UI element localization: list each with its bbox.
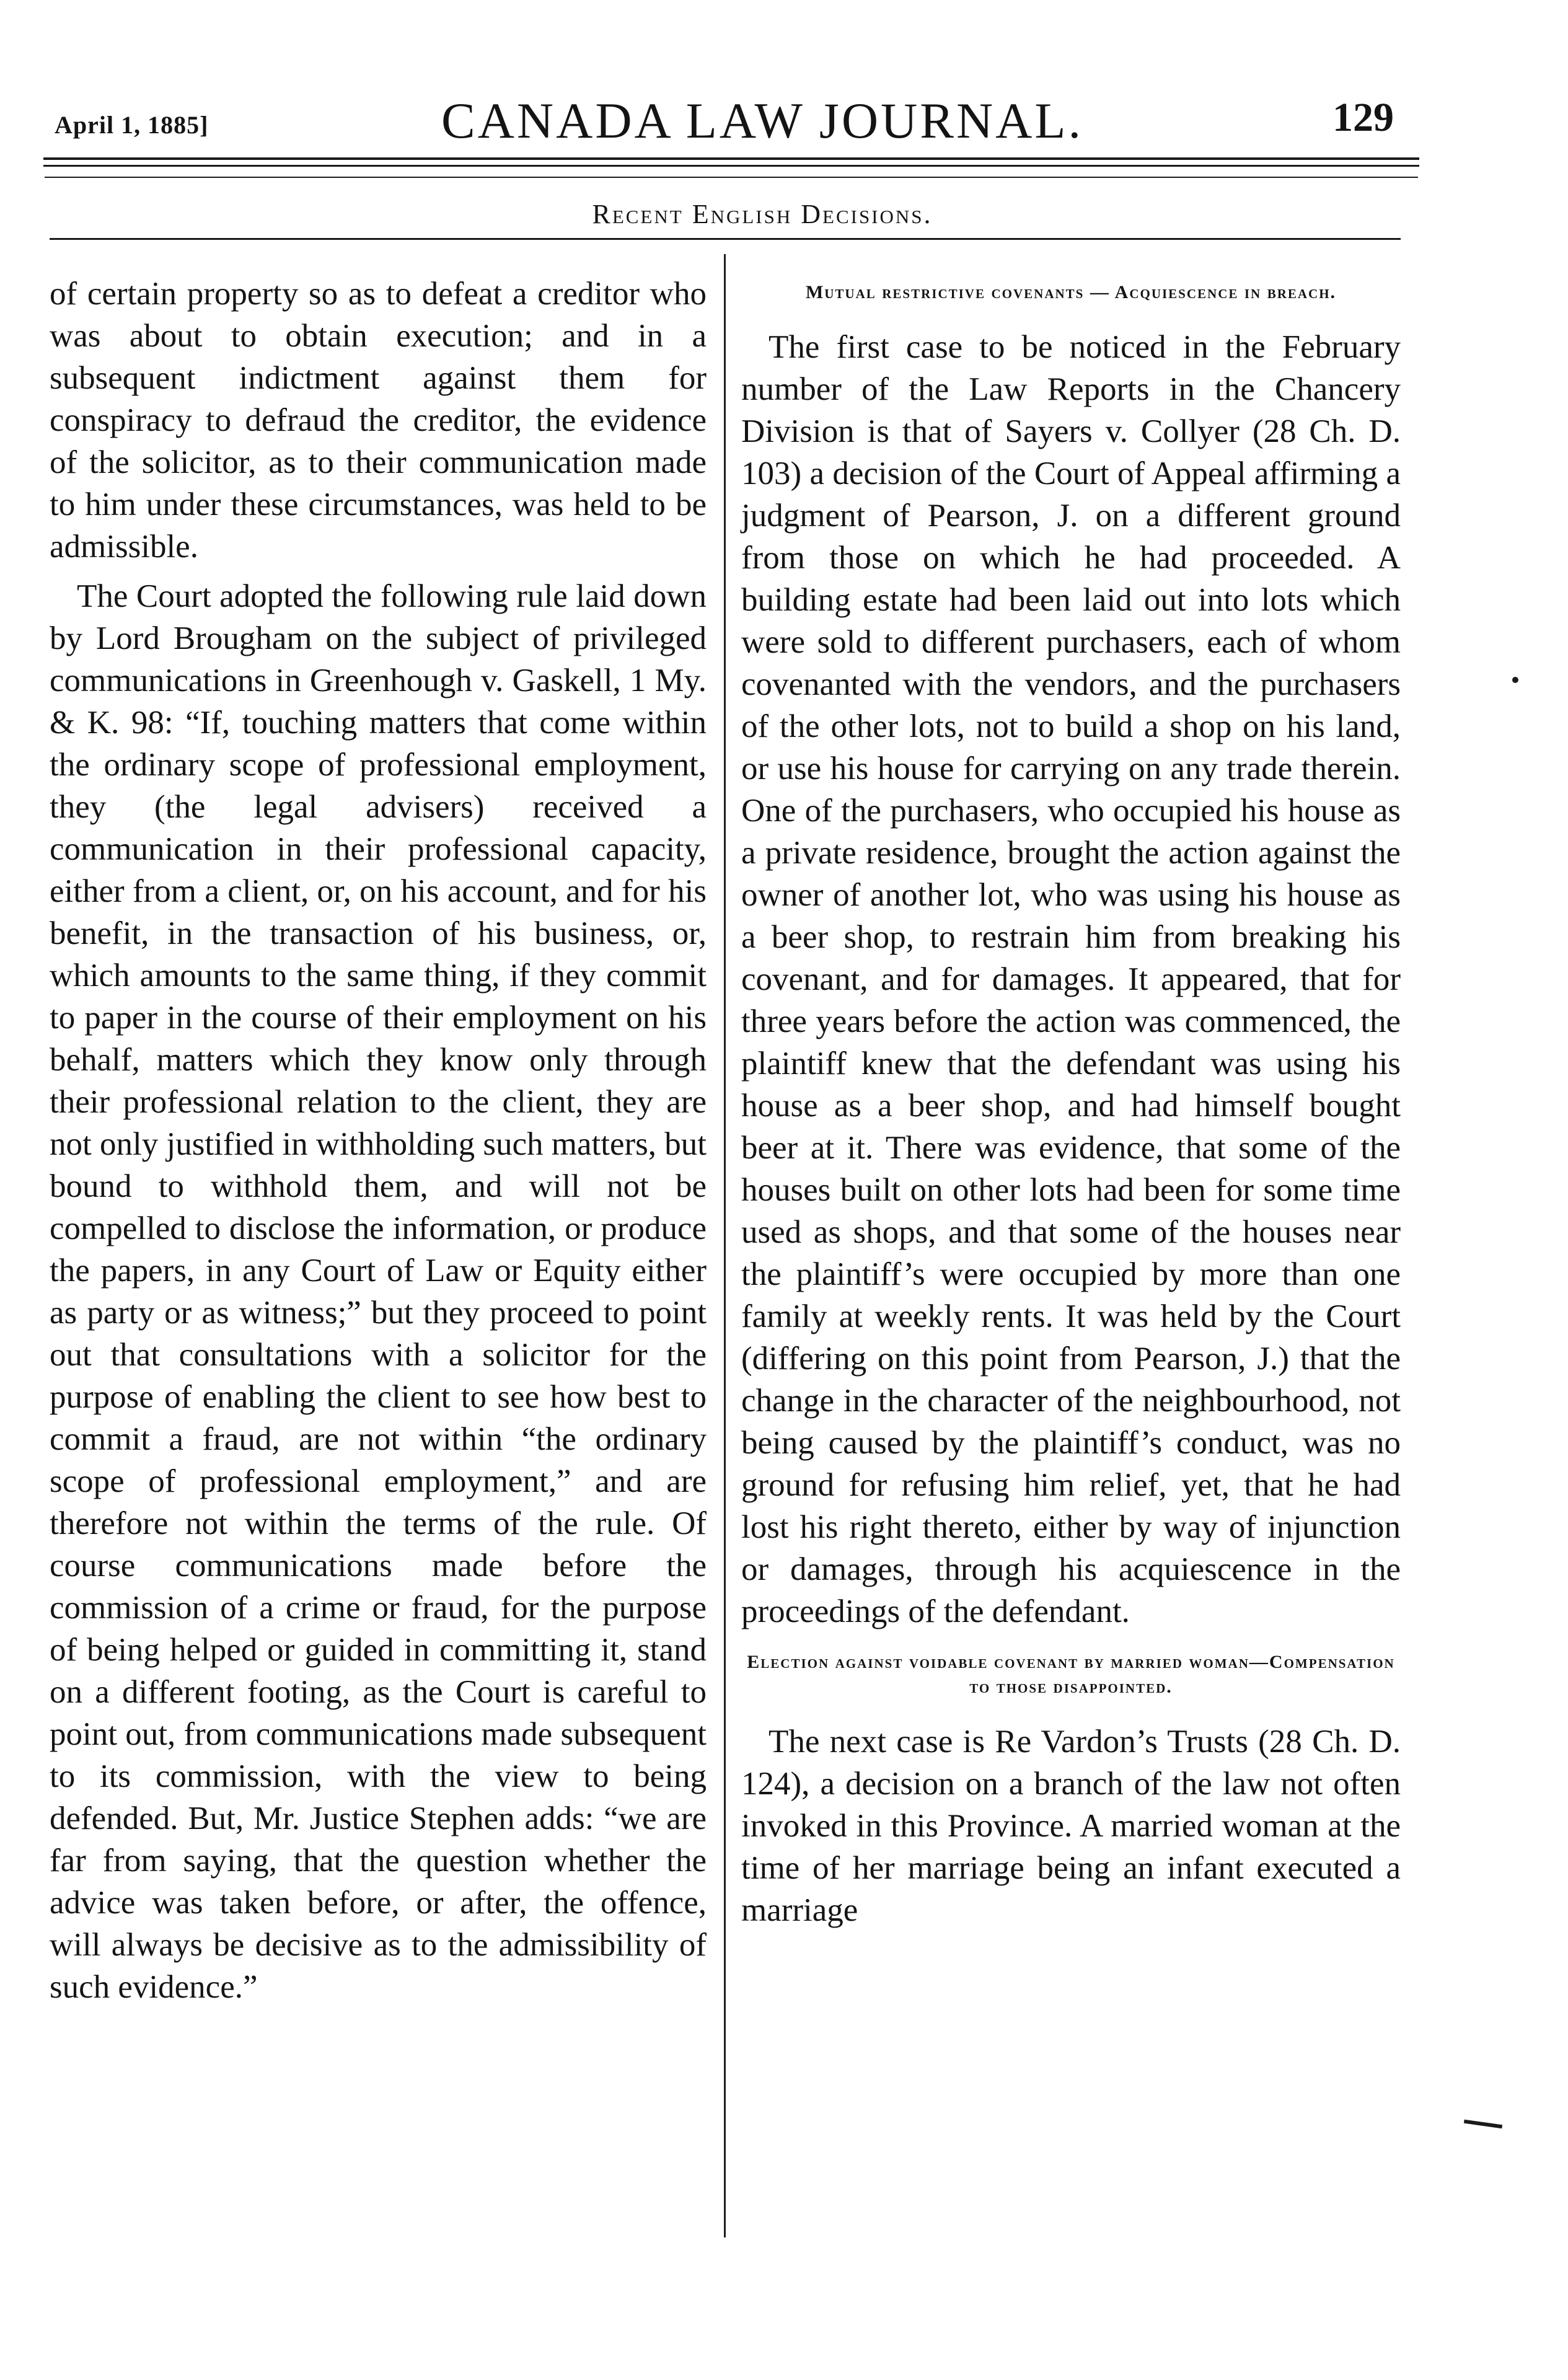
- header-rule-bottom: [43, 165, 1419, 167]
- right-column: [741, 280, 1401, 1931]
- section-heading-election: Election against voidable covenant by married woman—Compensation to those disappointed.: [747, 1652, 1395, 1697]
- left-column: [50, 273, 707, 2008]
- page-number: 129: [1332, 95, 1394, 140]
- margin-dash-mark: [1464, 2120, 1502, 2129]
- running-head: Recent English Decisions.: [592, 199, 933, 229]
- column-divider: [724, 254, 726, 2237]
- journal-title: CANADA LAW JOURNAL.: [441, 92, 1083, 149]
- right-paragraph-2: The next case is Re Vardon’s Trusts (28 Ch. D. 124), a decision on a branch of the law not often invoked in this Province. A married woman at the time of her marriage being an infant executed a marriage: [741, 1724, 1401, 1928]
- header-rule-thin: [45, 177, 1418, 178]
- header-rule-top: [43, 157, 1419, 160]
- running-head-rule: [50, 238, 1401, 240]
- left-paragraph-2: The Court adopted the following rule laid down by Lord Brougham on the subject of privileged communications in Greenhough v. Gaskell, 1 My. & K. 98: “If, touching matters that come within the ordinary scope of professional employment, they (the legal advisers) received a communication in their professional capacity, either from a client, or, on his account, and for his benefit, in the transaction of his business, or, which amounts to the same thing, if they commit to paper in the course of their employment on his behalf, matters which they know only through their professional relation to the client, they are not only justified in withholding such matters, but bound to withhold them, and will not be compelled to disclose the information, or produce the papers, in any Court of Law or Equity either as party or as witness;” but they proceed to point out that consultations with a solicitor for the purpose of enabling the client to see how best to commit a fraud, are not within “the ordinary scope of professional employment,” and are therefore not within the terms of the rule. Of course communications made before the commission of a crime or fraud, for the purpose of being helped or guided in committing it, stand on a different footing, as the Court is careful to point out, from communications made subsequent to its commission, with the view to being defended. But, Mr. Justice Stephen adds: “we are far from saying, that the question whether the advice was taken before, or after, the offence, will always be decisive as to the admissibility of such evidence.”: [50, 578, 707, 2005]
- margin-dot-mark: [1512, 677, 1518, 683]
- section-heading-covenants: Mutual restrictive covenants — Acquiescence in breach.: [805, 282, 1337, 302]
- left-paragraph-1: of certain property so as to defeat a creditor who was about to obtain execution; and in a subsequent indictment against them for conspiracy to defraud the creditor, the evidence of the solicitor, as to their communication made to him under these circumstances, was held to be admissible.: [50, 276, 707, 565]
- issue-date: April 1, 1885]: [55, 111, 209, 139]
- right-paragraph-1: The first case to be noticed in the February number of the Law Reports in the Chancery Division is that of Sayers v. Collyer (28 Ch. D. 103) a decision of the Court of Appeal affirming a judgment of Pearson, J. on a different ground from those on which he had proceeded. A building estate had been laid out into lots which were sold to different purchasers, each of whom covenanted with the vendors, and the purchasers of the other lots, not to build a shop on his land, or use his house for carrying on any trade therein. One of the purchasers, who occupied his house as a private residence, brought the action against the owner of another lot, who was using his house as a beer shop, to restrain him from breaking his covenant, and for damages. It appeared, that for three years before the action was commenced, the plaintiff knew that the defendant was using his house as a beer shop, and had himself bought beer at it. There was evidence, that some of the houses built on other lots had been for some time used as shops, and that some of the houses near the plaintiff’s were occupied by more than one family at weekly rents. It was held by the Court (differing on this point from Pearson, J.) that the change in the character of the neighbourhood, not being caused by the plaintiff’s conduct, was no ground for refusing him relief, yet, that he had lost his right thereto, either by way of injunction or damages, through his acquiescence in the proceedings of the defendant.: [741, 329, 1401, 1629]
